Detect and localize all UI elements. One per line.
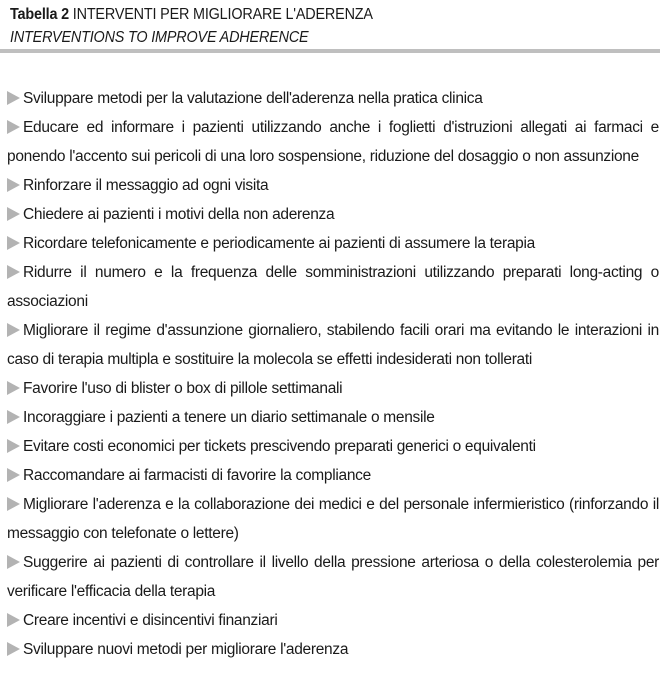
triangle-right-icon bbox=[7, 410, 20, 424]
list-item bbox=[7, 490, 659, 548]
list-item bbox=[7, 229, 659, 258]
list-item bbox=[7, 113, 659, 171]
list-item bbox=[7, 548, 659, 606]
list-item bbox=[7, 200, 659, 229]
list-item-text: Chiedere ai pazienti i motivi della non aderenza bbox=[23, 206, 335, 223]
list-item bbox=[7, 316, 659, 374]
list-item-text: Creare incentivi e disincentivi finanziari bbox=[23, 612, 278, 629]
triangle-right-icon bbox=[7, 207, 20, 221]
list-item-text: Educare ed informare i pazienti utilizzando anche i foglietti d'istruzioni allegati ai farmaci e ponendo l'accento sui pericoli di una loro sospensione, riduzione del dosaggio o non assunzione bbox=[7, 119, 659, 165]
list-item-text: Sviluppare metodi per la valutazione dell'aderenza nella pratica clinica bbox=[23, 90, 483, 107]
list-item-text: Ricordare telefonicamente e periodicamente ai pazienti di assumere la terapia bbox=[23, 235, 535, 252]
table-title-text: INTERVENTI PER MIGLIORARE L'ADERENZA bbox=[72, 6, 373, 23]
triangle-right-icon bbox=[7, 439, 20, 453]
table-header bbox=[0, 0, 660, 50]
table-subtitle: INTERVENTIONS TO IMPROVE ADHERENCE bbox=[10, 29, 309, 46]
list-item bbox=[7, 461, 659, 490]
list-item-text: Ridurre il numero e la frequenza delle somministrazioni utilizzando preparati long-acting o associazioni bbox=[7, 264, 659, 310]
table-title bbox=[10, 5, 373, 25]
triangle-right-icon bbox=[7, 642, 20, 656]
list-item bbox=[7, 84, 659, 113]
triangle-right-icon bbox=[7, 120, 20, 134]
list-item-text: Rinforzare il messaggio ad ogni visita bbox=[23, 177, 269, 194]
list-item-text: Raccomandare ai farmacisti di favorire la compliance bbox=[23, 467, 371, 484]
list-item-text: Migliorare l'aderenza e la collaborazione dei medici e del personale infermieristico (rinforzando il messaggio con telefonate o lettere) bbox=[7, 496, 659, 542]
list-item bbox=[7, 606, 659, 635]
list-item-text: Incoraggiare i pazienti a tenere un diario settimanale o mensile bbox=[23, 409, 435, 426]
triangle-right-icon bbox=[7, 613, 20, 627]
list-item bbox=[7, 432, 659, 461]
list-item bbox=[7, 635, 659, 664]
triangle-right-icon bbox=[7, 555, 20, 569]
list-item-text: Suggerire ai pazienti di controllare il livello della pressione arteriosa o della colesterolemia per verificare l'efficacia della terapia bbox=[7, 554, 659, 600]
triangle-right-icon bbox=[7, 381, 20, 395]
triangle-right-icon bbox=[7, 178, 20, 192]
list-item-text: Evitare costi economici per tickets prescivendo preparati generici o equivalenti bbox=[23, 438, 536, 455]
list-item-text: Favorire l'uso di blister o box di pillole settimanali bbox=[23, 380, 343, 397]
triangle-right-icon bbox=[7, 468, 20, 482]
triangle-right-icon bbox=[7, 91, 20, 105]
list-item bbox=[7, 171, 659, 200]
header-divider bbox=[0, 49, 660, 53]
list-item-text: Sviluppare nuovi metodi per migliorare l'aderenza bbox=[23, 641, 349, 658]
list-item-text: Migliorare il regime d'assunzione giornaliero, stabilendo facili orari ma evitando le interazioni in caso di terapia multipla e sostituire la molecola se effetti indesiderati non tollerati bbox=[7, 322, 659, 368]
interventions-list bbox=[7, 84, 659, 664]
triangle-right-icon bbox=[7, 323, 20, 337]
list-item bbox=[7, 374, 659, 403]
list-item bbox=[7, 258, 659, 316]
table-label: Tabella 2 bbox=[10, 6, 69, 23]
triangle-right-icon bbox=[7, 236, 20, 250]
list-item bbox=[7, 403, 659, 432]
triangle-right-icon bbox=[7, 497, 20, 511]
triangle-right-icon bbox=[7, 265, 20, 279]
